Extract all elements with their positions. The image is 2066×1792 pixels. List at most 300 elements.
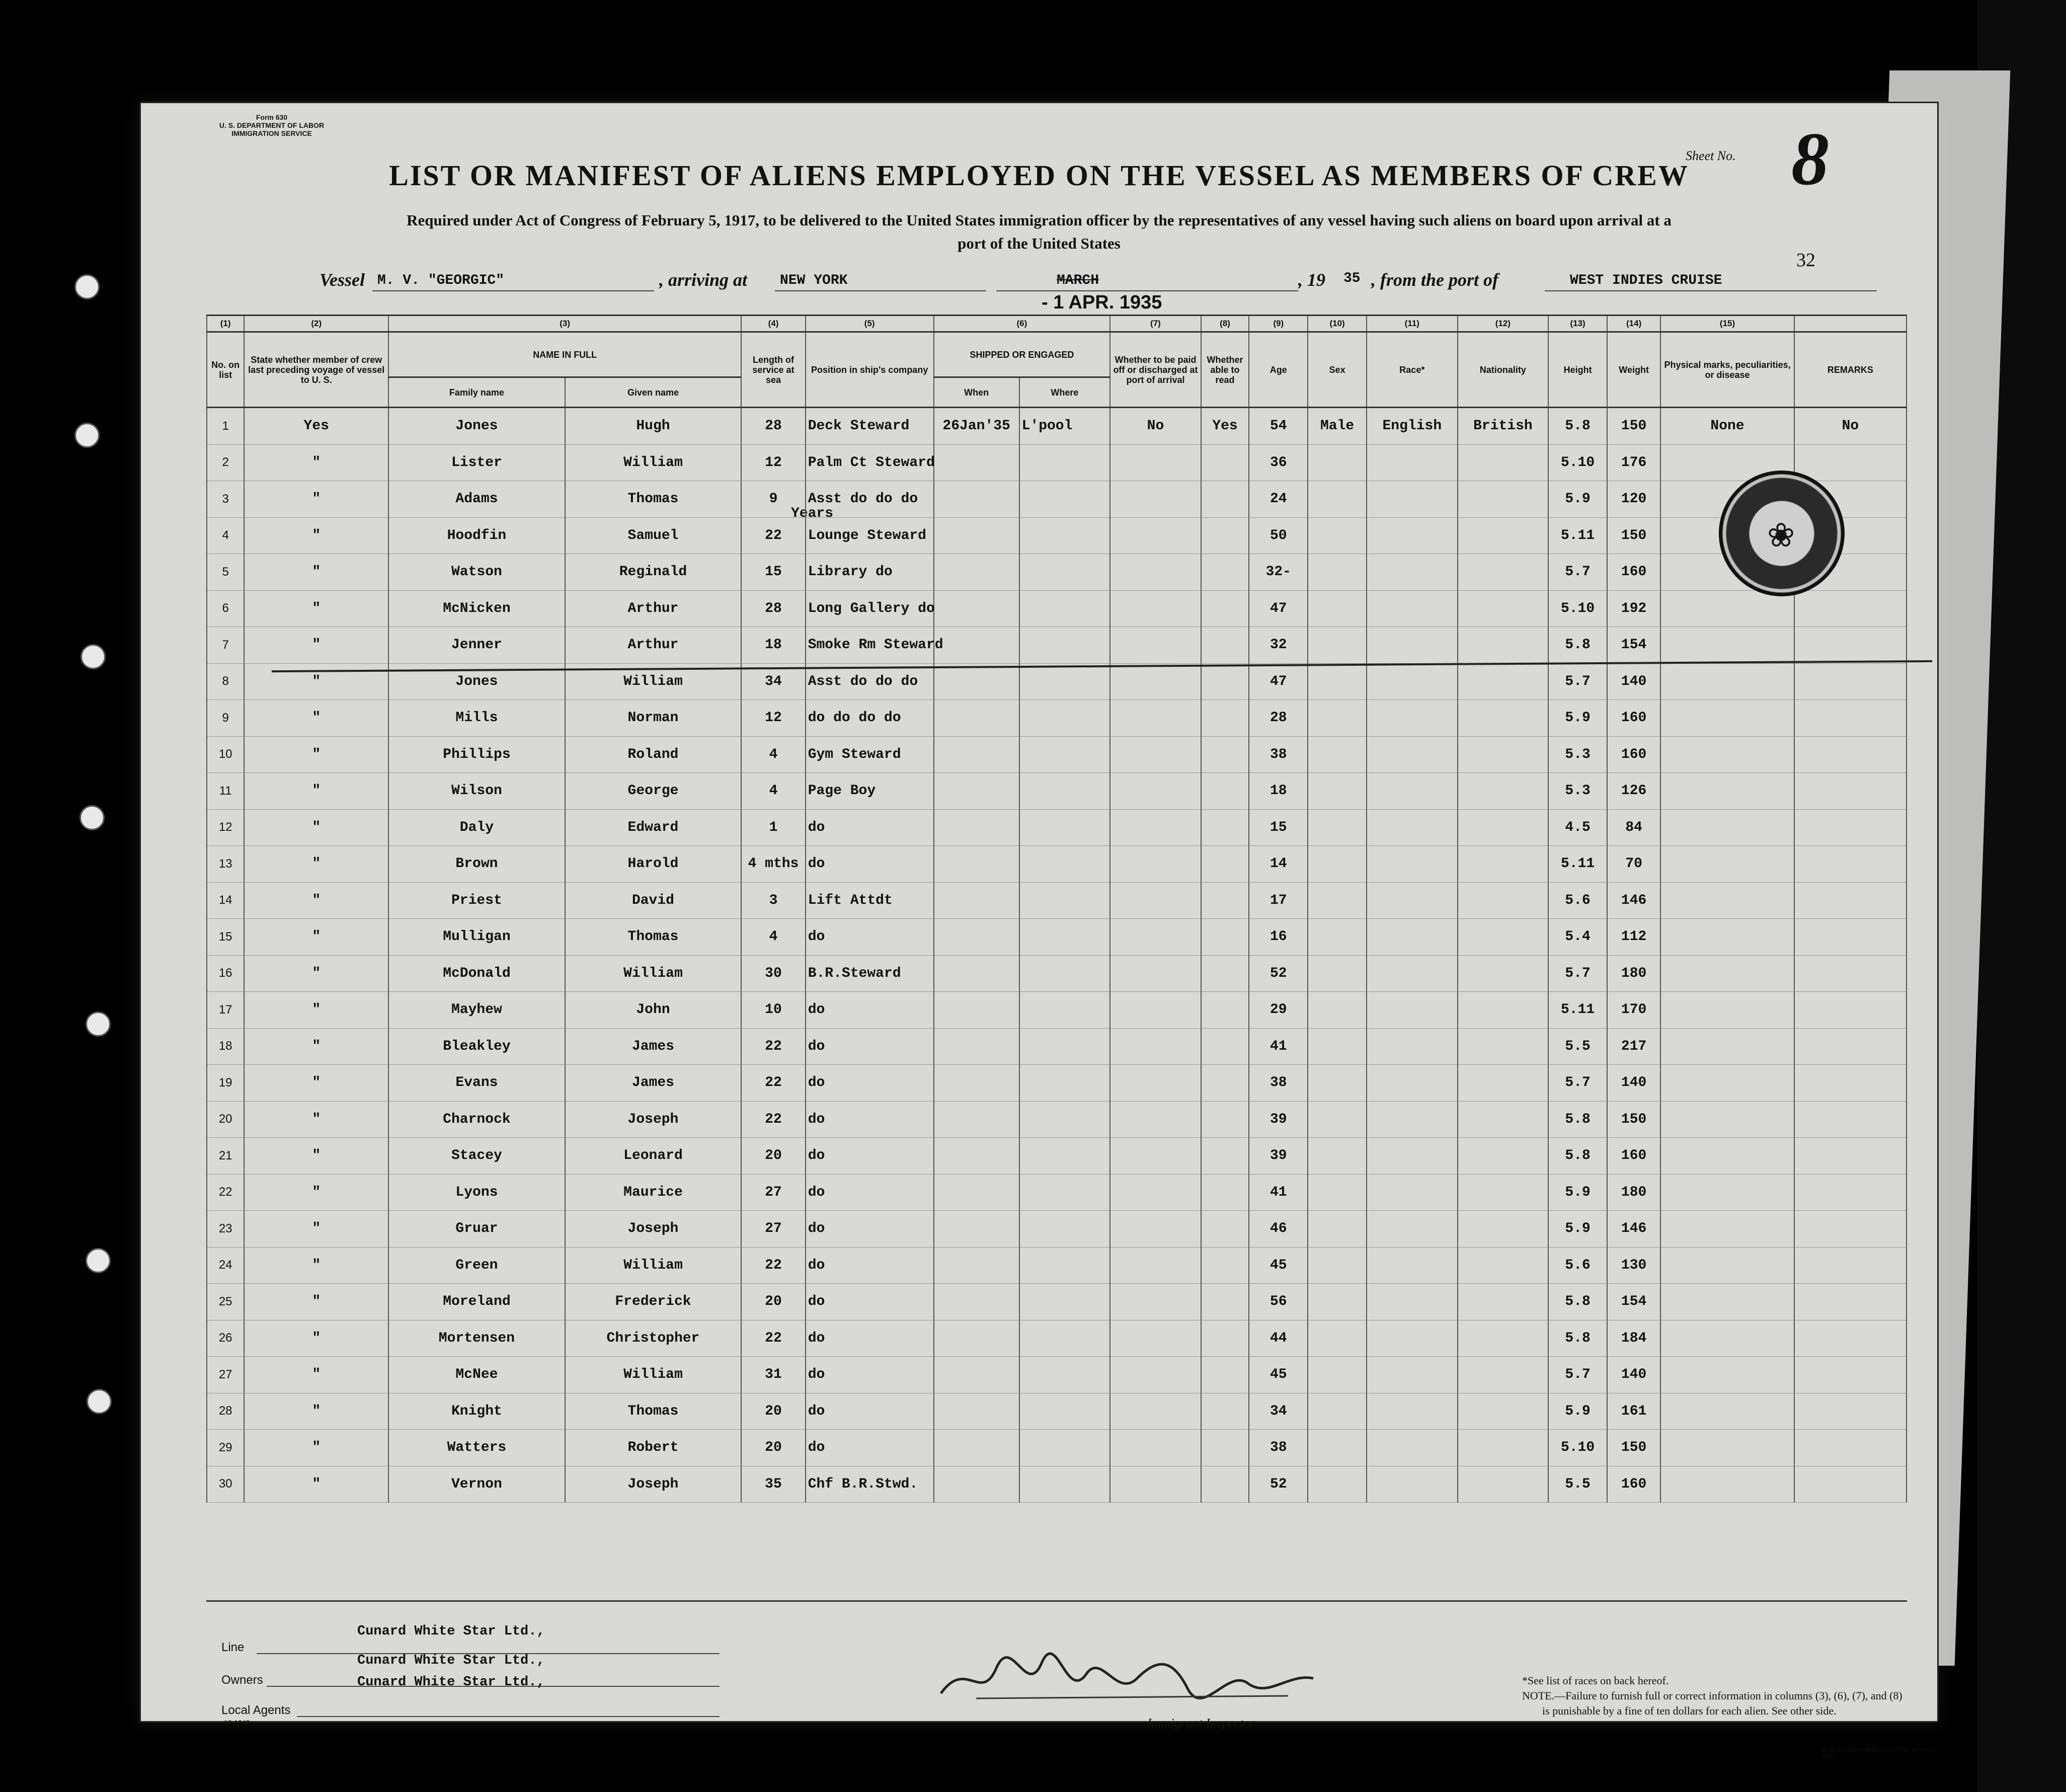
cell-height: 5.7 xyxy=(1548,955,1607,992)
cell-nationality xyxy=(1458,627,1549,664)
cell-able-to-read xyxy=(1201,1065,1249,1102)
cell-shipped-when xyxy=(934,590,1019,627)
cell-able-to-read xyxy=(1201,1211,1249,1248)
cell-paid-off xyxy=(1110,444,1201,481)
cell-sex xyxy=(1308,773,1367,810)
cell-age: 54 xyxy=(1249,408,1308,445)
table-row xyxy=(207,773,1906,810)
cell-physical-marks xyxy=(1660,919,1794,956)
cell-sex xyxy=(1308,1320,1367,1357)
cell-race xyxy=(1367,481,1458,518)
table-row xyxy=(207,554,1906,591)
cell-given-name: Samuel xyxy=(565,517,742,554)
cell-physical-marks xyxy=(1660,1028,1794,1065)
col-header-nationality: Nationality xyxy=(1458,332,1549,408)
cell-shipped-when xyxy=(934,1284,1019,1320)
cell-prev-voyage: " xyxy=(244,554,388,591)
cell-height: 5.7 xyxy=(1548,1357,1607,1393)
cell-service: 9 xyxy=(741,481,805,518)
agents-value: Cunard White Star Ltd., xyxy=(357,1675,545,1690)
cell-weight: 140 xyxy=(1607,1065,1660,1102)
cell-able-to-read xyxy=(1201,1320,1249,1357)
cell-height: 5.10 xyxy=(1548,1430,1607,1466)
cell-position: Palm Ct Steward xyxy=(806,444,934,481)
cell-age: 34 xyxy=(1249,1393,1308,1430)
cell-shipped-where xyxy=(1019,1101,1110,1138)
cell-service: 18 xyxy=(741,627,805,664)
cell-shipped-when xyxy=(934,955,1019,992)
cell-physical-marks xyxy=(1660,882,1794,919)
cell-shipped-when xyxy=(934,517,1019,554)
line-label: Line xyxy=(221,1641,245,1654)
cell-age: 41 xyxy=(1249,1028,1308,1065)
cell-no: 30 xyxy=(207,1466,244,1503)
cell-age: 29 xyxy=(1249,992,1308,1029)
cell-no: 12 xyxy=(207,809,244,846)
cell-weight: 160 xyxy=(1607,1138,1660,1175)
cell-service: 20 xyxy=(741,1284,805,1320)
cell-family-name: Adams xyxy=(388,481,565,518)
cell-nationality xyxy=(1458,1320,1549,1357)
cell-height: 5.7 xyxy=(1548,663,1607,700)
cell-service: 22 xyxy=(741,1247,805,1284)
cell-shipped-when xyxy=(934,1065,1019,1102)
cell-remarks: No xyxy=(1794,408,1906,445)
cell-given-name: John xyxy=(565,992,742,1029)
cell-family-name: Bleakley xyxy=(388,1028,565,1065)
cell-nationality xyxy=(1458,1357,1549,1393)
cell-paid-off: No xyxy=(1110,408,1201,445)
col-header-paid-off: Whether to be paid off or discharged at port of arrival xyxy=(1110,332,1201,408)
cell-service: 20 xyxy=(741,1138,805,1175)
cell-race xyxy=(1367,1065,1458,1102)
cell-service: 22 xyxy=(741,1101,805,1138)
table-row xyxy=(207,1101,1906,1138)
cell-prev-voyage: " xyxy=(244,809,388,846)
cell-weight: 146 xyxy=(1607,882,1660,919)
cell-nationality xyxy=(1458,1247,1549,1284)
cell-family-name: Gruar xyxy=(388,1211,565,1248)
cell-prev-voyage: " xyxy=(244,1138,388,1175)
cell-shipped-where xyxy=(1019,1211,1110,1248)
column-number-row xyxy=(207,316,1906,332)
col-11-number: (11) xyxy=(1367,316,1458,332)
cell-nationality xyxy=(1458,590,1549,627)
page-title: LIST OR MANIFEST OF ALIENS EMPLOYED ON THE VESSEL AS MEMBERS OF CREW xyxy=(389,159,1689,192)
cell-shipped-where: L'pool xyxy=(1019,408,1110,445)
date-stamp: - 1 APR. 1935 xyxy=(1042,292,1162,313)
cell-race xyxy=(1367,992,1458,1029)
cell-given-name: Joseph xyxy=(565,1466,742,1503)
col-6-number: (6) xyxy=(934,316,1110,332)
cell-sex xyxy=(1308,663,1367,700)
cell-weight: 176 xyxy=(1607,444,1660,481)
cell-weight: 150 xyxy=(1607,517,1660,554)
cell-shipped-when xyxy=(934,1393,1019,1430)
cell-position: Asst do do do xyxy=(806,481,934,518)
table-row xyxy=(207,1138,1906,1175)
from-port-value: WEST INDIES CRUISE xyxy=(1570,273,1722,288)
cell-prev-voyage: " xyxy=(244,1284,388,1320)
cell-shipped-where xyxy=(1019,481,1110,518)
cell-nationality xyxy=(1458,882,1549,919)
sheet-number: 8 xyxy=(1791,117,1829,201)
cell-able-to-read xyxy=(1201,627,1249,664)
cell-physical-marks xyxy=(1660,1101,1794,1138)
agents-underline xyxy=(297,1716,720,1717)
cell-shipped-where xyxy=(1019,517,1110,554)
binder-hole xyxy=(74,423,100,448)
cell-sex xyxy=(1308,517,1367,554)
cell-given-name: Roland xyxy=(565,736,742,773)
cell-family-name: Mayhew xyxy=(388,992,565,1029)
table-row xyxy=(207,1065,1906,1102)
col-header-age: Age xyxy=(1249,332,1308,408)
cell-prev-voyage: " xyxy=(244,1028,388,1065)
cell-paid-off xyxy=(1110,1174,1201,1211)
cell-paid-off xyxy=(1110,1393,1201,1430)
table-row xyxy=(207,444,1906,481)
cell-weight: 140 xyxy=(1607,663,1660,700)
cell-weight: 112 xyxy=(1607,919,1660,956)
cell-shipped-where xyxy=(1019,736,1110,773)
cell-given-name: Joseph xyxy=(565,1101,742,1138)
table-row xyxy=(207,700,1906,737)
cell-nationality xyxy=(1458,736,1549,773)
cell-age: 47 xyxy=(1249,590,1308,627)
cell-age: 38 xyxy=(1249,736,1308,773)
cell-sex xyxy=(1308,1028,1367,1065)
cell-able-to-read xyxy=(1201,846,1249,883)
cell-remarks xyxy=(1794,919,1906,956)
cell-prev-voyage: " xyxy=(244,1393,388,1430)
cell-service: 1 xyxy=(741,809,805,846)
table-row xyxy=(207,1466,1906,1503)
cell-age: 56 xyxy=(1249,1284,1308,1320)
note-penalty-2: is punishable by a fine of ten dollars for each alien. See other side. xyxy=(1542,1704,1837,1717)
cell-shipped-where xyxy=(1019,809,1110,846)
cell-no: 23 xyxy=(207,1211,244,1248)
cell-sex xyxy=(1308,1357,1367,1393)
cell-paid-off xyxy=(1110,1101,1201,1138)
cell-sex xyxy=(1308,700,1367,737)
cell-given-name: William xyxy=(565,955,742,992)
vessel-underline xyxy=(372,290,654,291)
cell-sex xyxy=(1308,882,1367,919)
cell-prev-voyage: " xyxy=(244,955,388,992)
cell-remarks xyxy=(1794,1320,1906,1357)
table-row xyxy=(207,882,1906,919)
cell-given-name: Hugh xyxy=(565,408,742,445)
cell-nationality xyxy=(1458,444,1549,481)
cell-nationality xyxy=(1458,1174,1549,1211)
cell-sex xyxy=(1308,992,1367,1029)
cell-remarks xyxy=(1794,846,1906,883)
cell-height: 5.11 xyxy=(1548,846,1607,883)
cell-family-name: Jenner xyxy=(388,627,565,664)
cell-sex xyxy=(1308,1284,1367,1320)
cell-age: 47 xyxy=(1249,663,1308,700)
cell-able-to-read xyxy=(1201,444,1249,481)
cell-age: 39 xyxy=(1249,1101,1308,1138)
cell-height: 5.10 xyxy=(1548,444,1607,481)
cell-family-name: Jones xyxy=(388,408,565,445)
cell-race: English xyxy=(1367,408,1458,445)
table-row xyxy=(207,1320,1906,1357)
cell-no: 20 xyxy=(207,1101,244,1138)
cell-service: 34 xyxy=(741,663,805,700)
cell-given-name: Edward xyxy=(565,809,742,846)
cell-shipped-where xyxy=(1019,590,1110,627)
cell-weight: 184 xyxy=(1607,1320,1660,1357)
cell-able-to-read xyxy=(1201,1138,1249,1175)
cell-physical-marks xyxy=(1660,992,1794,1029)
sheet-label: Sheet No. xyxy=(1686,148,1736,163)
cell-able-to-read xyxy=(1201,882,1249,919)
cell-shipped-where xyxy=(1019,919,1110,956)
cell-prev-voyage: " xyxy=(244,1174,388,1211)
table-row xyxy=(207,1211,1906,1248)
cell-shipped-where xyxy=(1019,1247,1110,1284)
cell-paid-off xyxy=(1110,554,1201,591)
cell-position: do xyxy=(806,992,934,1029)
cell-paid-off xyxy=(1110,1357,1201,1393)
cell-paid-off xyxy=(1110,481,1201,518)
cell-position: Gym Steward xyxy=(806,736,934,773)
cell-position: do xyxy=(806,1174,934,1211)
cell-prev-voyage: " xyxy=(244,1430,388,1466)
cell-race xyxy=(1367,882,1458,919)
from-port-underline xyxy=(1545,290,1877,291)
cell-position: Lift Attdt xyxy=(806,882,934,919)
cell-service: 30 xyxy=(741,955,805,992)
cell-position: do xyxy=(806,1393,934,1430)
col-header-no: No. on list xyxy=(207,332,244,408)
cell-nationality xyxy=(1458,992,1549,1029)
cell-height: 5.3 xyxy=(1548,736,1607,773)
arriving-value: NEW YORK xyxy=(780,273,848,288)
cell-physical-marks xyxy=(1660,1065,1794,1102)
cell-age: 52 xyxy=(1249,955,1308,992)
cell-service: 22 xyxy=(741,1028,805,1065)
cell-physical-marks xyxy=(1660,1430,1794,1466)
cell-no: 26 xyxy=(207,1320,244,1357)
cell-service: 12 xyxy=(741,700,805,737)
cell-family-name: Phillips xyxy=(388,736,565,773)
cell-family-name: Jones xyxy=(388,663,565,700)
cell-position: Long Gallery do xyxy=(806,590,934,627)
cell-able-to-read xyxy=(1201,955,1249,992)
cell-remarks xyxy=(1794,773,1906,810)
cell-physical-marks xyxy=(1660,1211,1794,1248)
cell-paid-off xyxy=(1110,590,1201,627)
inspector-signature xyxy=(936,1648,1318,1708)
cell-no: 6 xyxy=(207,590,244,627)
cell-no: 11 xyxy=(207,773,244,810)
cell-family-name: Wilson xyxy=(388,773,565,810)
cell-no: 24 xyxy=(207,1247,244,1284)
cell-paid-off xyxy=(1110,955,1201,992)
cell-able-to-read xyxy=(1201,919,1249,956)
vessel-label: Vessel xyxy=(320,270,365,290)
cell-no: 4 xyxy=(207,517,244,554)
cell-shipped-when xyxy=(934,1357,1019,1393)
cell-race xyxy=(1367,517,1458,554)
cell-no: 19 xyxy=(207,1065,244,1102)
footer-divider xyxy=(206,1600,1907,1602)
cell-remarks xyxy=(1794,1065,1906,1102)
cell-weight: 192 xyxy=(1607,590,1660,627)
cell-shipped-where xyxy=(1019,1430,1110,1466)
cell-prev-voyage: Yes xyxy=(244,408,388,445)
form-number: Form 630 xyxy=(256,113,288,121)
cell-service: 27 xyxy=(741,1174,805,1211)
cell-position: do xyxy=(806,1101,934,1138)
cell-nationality xyxy=(1458,1393,1549,1430)
col-10-number: (10) xyxy=(1308,316,1367,332)
cell-service: 31 xyxy=(741,1357,805,1393)
cell-shipped-where xyxy=(1019,773,1110,810)
cell-family-name: Hoodfin xyxy=(388,517,565,554)
cell-shipped-when xyxy=(934,1174,1019,1211)
cell-paid-off xyxy=(1110,846,1201,883)
binder-hole xyxy=(74,274,100,299)
arriving-label: , arriving at xyxy=(659,270,748,290)
cell-weight: 70 xyxy=(1607,846,1660,883)
cell-shipped-where xyxy=(1019,1393,1110,1430)
printing-office: U. S. GOVERNMENT PRINTING OFFICE: 1934 xyxy=(1821,1746,1936,1760)
cell-sex xyxy=(1308,444,1367,481)
binder-hole xyxy=(80,805,105,830)
cell-family-name: Knight xyxy=(388,1393,565,1430)
col-header-service: Length of service at sea xyxy=(741,332,805,408)
cell-position: do xyxy=(806,1284,934,1320)
cell-service: 12 xyxy=(741,444,805,481)
cell-paid-off xyxy=(1110,1065,1201,1102)
cell-nationality xyxy=(1458,1466,1549,1503)
agents-label: Local Agents xyxy=(221,1703,291,1717)
cell-position: do xyxy=(806,1211,934,1248)
cell-shipped-where xyxy=(1019,627,1110,664)
cell-given-name: James xyxy=(565,1028,742,1065)
cell-age: 15 xyxy=(1249,809,1308,846)
cell-paid-off xyxy=(1110,1284,1201,1320)
cell-shipped-where xyxy=(1019,882,1110,919)
column-header-row xyxy=(207,332,1906,377)
cell-family-name: Lister xyxy=(388,444,565,481)
table-row xyxy=(207,1028,1906,1065)
cell-race xyxy=(1367,1430,1458,1466)
cell-physical-marks xyxy=(1660,1320,1794,1357)
cell-weight: 126 xyxy=(1607,773,1660,810)
cell-sex xyxy=(1308,919,1367,956)
cell-paid-off xyxy=(1110,1430,1201,1466)
col-header-sex: Sex xyxy=(1308,332,1367,408)
col-header-position: Position in ship's company xyxy=(806,332,934,408)
cell-family-name: McNee xyxy=(388,1357,565,1393)
cell-height: 5.8 xyxy=(1548,408,1607,445)
cell-service: 4 xyxy=(741,919,805,956)
cell-service: 4 xyxy=(741,773,805,810)
crew-manifest-table xyxy=(206,315,1907,1503)
cell-shipped-where xyxy=(1019,1284,1110,1320)
cell-weight: 150 xyxy=(1607,408,1660,445)
cell-position: do xyxy=(806,1065,934,1102)
cell-paid-off xyxy=(1110,919,1201,956)
cell-position: Chf B.R.Stwd. xyxy=(806,1466,934,1503)
owners-label: Owners xyxy=(221,1673,263,1687)
cell-family-name: McNicken xyxy=(388,590,565,627)
cell-nationality xyxy=(1458,1065,1549,1102)
cell-nationality xyxy=(1458,809,1549,846)
cell-sex xyxy=(1308,554,1367,591)
cell-age: 24 xyxy=(1249,481,1308,518)
cell-paid-off xyxy=(1110,773,1201,810)
cell-shipped-when xyxy=(934,1430,1019,1466)
eagle-seal-icon: ❀ xyxy=(1767,517,1795,554)
cell-no: 25 xyxy=(207,1284,244,1320)
cell-physical-marks xyxy=(1660,773,1794,810)
cell-service: 10 xyxy=(741,992,805,1029)
table-row xyxy=(207,1393,1906,1430)
col-14-number: (14) xyxy=(1607,316,1660,332)
cell-able-to-read xyxy=(1201,517,1249,554)
cell-family-name: Green xyxy=(388,1247,565,1284)
cell-shipped-when xyxy=(934,1247,1019,1284)
cell-able-to-read xyxy=(1201,590,1249,627)
col-1-number: (1) xyxy=(207,316,244,332)
cell-family-name: Watson xyxy=(388,554,565,591)
vessel-value: M. V. "GEORGIC" xyxy=(377,273,505,288)
table-row xyxy=(207,1357,1906,1393)
cell-shipped-when xyxy=(934,919,1019,956)
cell-position: Asst do do do xyxy=(806,663,934,700)
cell-position: do xyxy=(806,1357,934,1393)
cell-race xyxy=(1367,444,1458,481)
arriving-underline xyxy=(775,290,986,291)
cell-age: 18 xyxy=(1249,773,1308,810)
cell-no: 15 xyxy=(207,919,244,956)
cell-physical-marks xyxy=(1660,846,1794,883)
cell-sex xyxy=(1308,809,1367,846)
cell-family-name: Evans xyxy=(388,1065,565,1102)
cell-shipped-where xyxy=(1019,1357,1110,1393)
cell-physical-marks xyxy=(1660,1393,1794,1430)
cell-service: 35 xyxy=(741,1466,805,1503)
cell-family-name: Charnock xyxy=(388,1101,565,1138)
cell-nationality xyxy=(1458,955,1549,992)
cell-given-name: Leonard xyxy=(565,1138,742,1175)
cell-height: 5.9 xyxy=(1548,1393,1607,1430)
col-header-race: Race* xyxy=(1367,332,1458,408)
cell-able-to-read xyxy=(1201,1028,1249,1065)
cell-nationality xyxy=(1458,1028,1549,1065)
cell-given-name: William xyxy=(565,444,742,481)
cell-race xyxy=(1367,809,1458,846)
cell-shipped-where xyxy=(1019,554,1110,591)
cell-height: 5.10 xyxy=(1548,590,1607,627)
cell-service: 20 xyxy=(741,1393,805,1430)
cell-no: 16 xyxy=(207,955,244,992)
table-row xyxy=(207,590,1906,627)
cell-physical-marks xyxy=(1660,1174,1794,1211)
cell-prev-voyage: " xyxy=(244,992,388,1029)
cell-sex xyxy=(1308,1247,1367,1284)
cell-given-name: William xyxy=(565,663,742,700)
cell-sex xyxy=(1308,955,1367,992)
cell-age: 38 xyxy=(1249,1065,1308,1102)
cell-height: 5.7 xyxy=(1548,554,1607,591)
